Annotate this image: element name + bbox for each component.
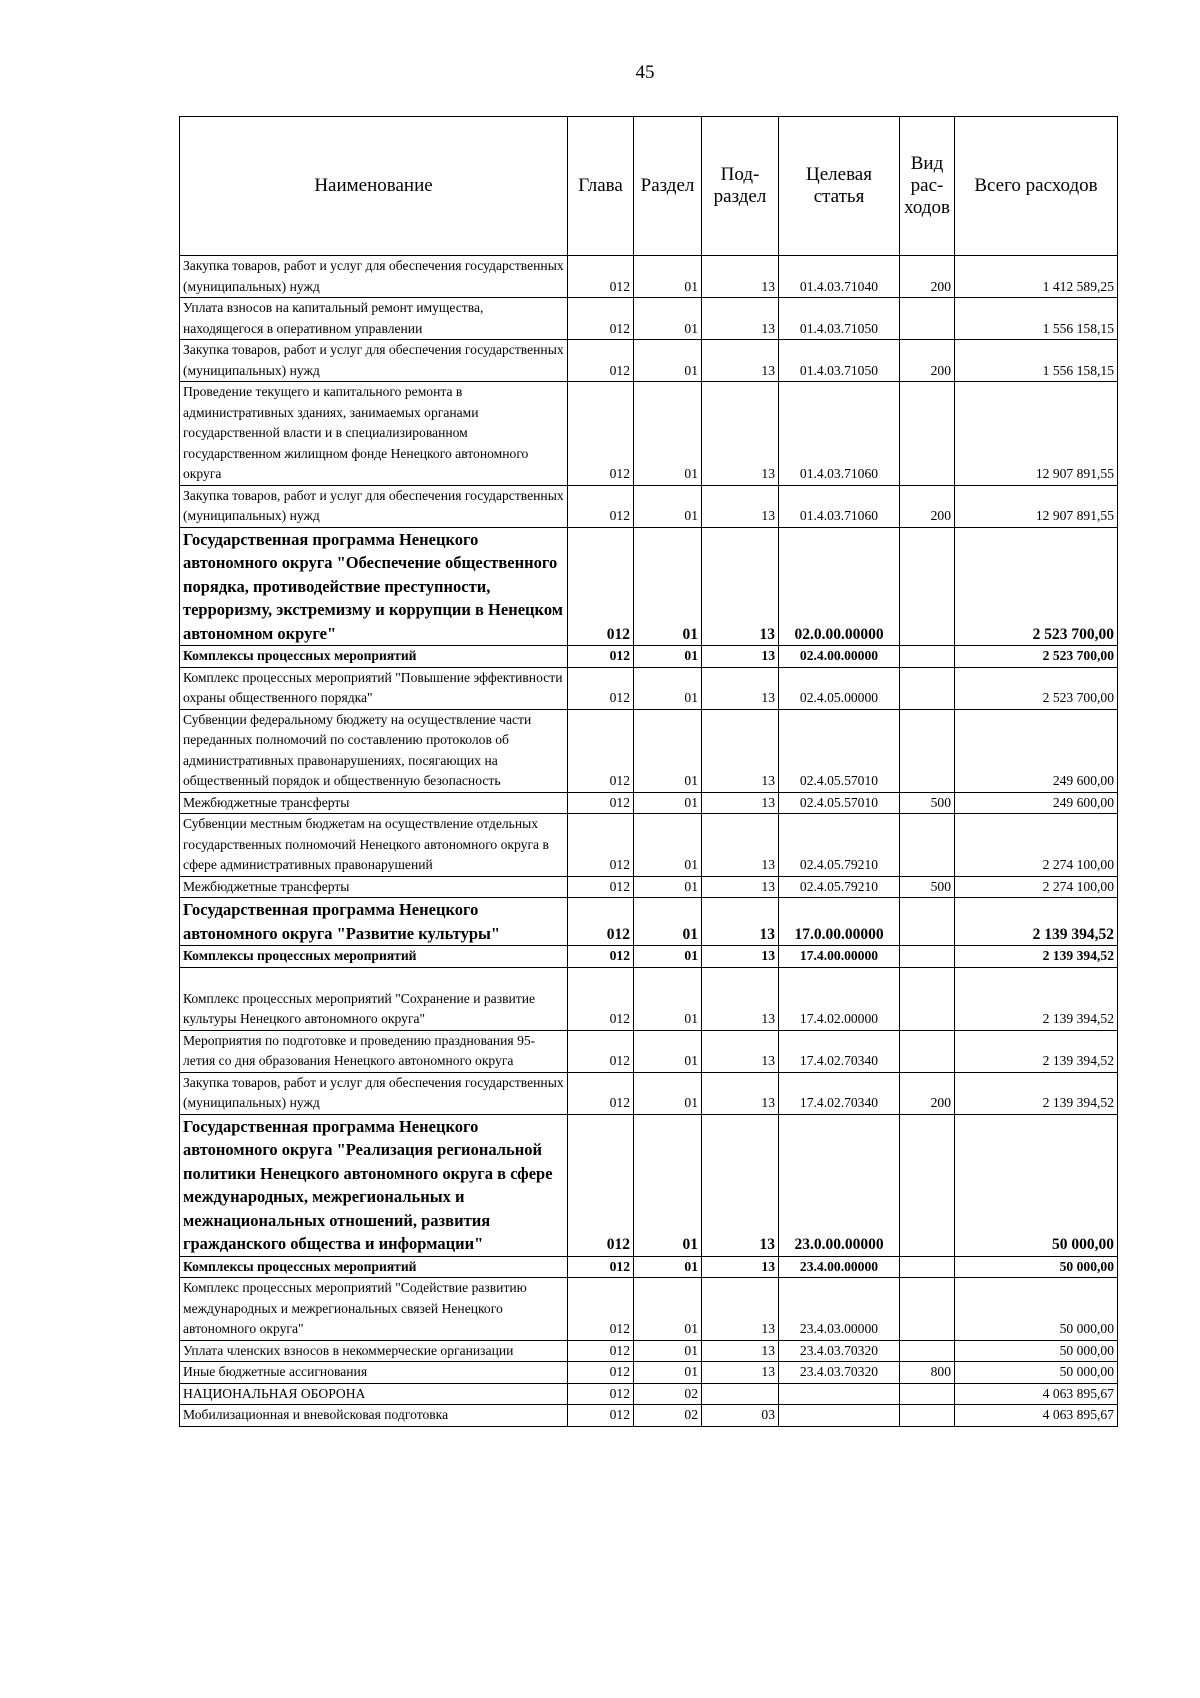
row-total: 2 139 394,52 bbox=[955, 967, 1118, 1030]
row-chapter: 012 bbox=[568, 1278, 634, 1341]
row-target: 01.4.03.71060 bbox=[779, 485, 900, 527]
header-row bbox=[180, 117, 1118, 256]
row-type: 500 bbox=[900, 792, 955, 814]
row-chapter: 012 bbox=[568, 1114, 634, 1256]
row-chapter: 012 bbox=[568, 814, 634, 877]
row-type bbox=[900, 382, 955, 486]
page-number: 45 bbox=[635, 62, 655, 83]
row-subsection: 13 bbox=[702, 709, 779, 792]
table-row-program bbox=[180, 898, 1118, 946]
row-total: 2 523 700,00 bbox=[955, 527, 1118, 646]
row-target: 01.4.03.71040 bbox=[779, 256, 900, 298]
row-section: 01 bbox=[634, 298, 702, 340]
header-subsection: Под-раздел bbox=[702, 117, 779, 256]
table-row-complex bbox=[180, 646, 1118, 668]
row-section: 01 bbox=[634, 340, 702, 382]
row-chapter: 012 bbox=[568, 898, 634, 946]
table-row bbox=[180, 1278, 1118, 1341]
row-type: 200 bbox=[900, 340, 955, 382]
row-name: Субвенции федеральному бюджету на осуществление части переданных полномочий по составлению протоколов об административных правонарушениях, посягающих на общественный порядок и общественную безопасность bbox=[180, 709, 568, 792]
row-chapter: 012 bbox=[568, 1072, 634, 1114]
row-chapter: 012 bbox=[568, 1256, 634, 1278]
row-section: 01 bbox=[634, 946, 702, 968]
row-total: 50 000,00 bbox=[955, 1362, 1118, 1384]
row-total: 50 000,00 bbox=[955, 1256, 1118, 1278]
row-name: Комплексы процессных мероприятий bbox=[180, 646, 568, 668]
row-name: Мероприятия по подготовке и проведению празднования 95-летия со дня образования Ненецкого автономного округа bbox=[180, 1030, 568, 1072]
row-section: 02 bbox=[634, 1383, 702, 1405]
row-section: 01 bbox=[634, 876, 702, 898]
row-section: 01 bbox=[634, 1340, 702, 1362]
row-target: 17.0.00.00000 bbox=[779, 898, 900, 946]
row-subsection: 13 bbox=[702, 646, 779, 668]
row-section: 01 bbox=[634, 814, 702, 877]
row-name: Закупка товаров, работ и услуг для обеспечения государственных (муниципальных) нужд bbox=[180, 256, 568, 298]
row-subsection: 13 bbox=[702, 814, 779, 877]
row-chapter: 012 bbox=[568, 340, 634, 382]
row-type bbox=[900, 298, 955, 340]
table-row bbox=[180, 876, 1118, 898]
table-row bbox=[180, 340, 1118, 382]
row-section: 01 bbox=[634, 1114, 702, 1256]
row-subsection: 13 bbox=[702, 382, 779, 486]
row-name: Комплексы процессных мероприятий bbox=[180, 946, 568, 968]
row-chapter: 012 bbox=[568, 1340, 634, 1362]
row-subsection: 13 bbox=[702, 898, 779, 946]
row-total: 12 907 891,55 bbox=[955, 485, 1118, 527]
row-chapter: 012 bbox=[568, 876, 634, 898]
row-target bbox=[779, 1383, 900, 1405]
row-total: 50 000,00 bbox=[955, 1278, 1118, 1341]
row-total: 2 139 394,52 bbox=[955, 1072, 1118, 1114]
row-total: 12 907 891,55 bbox=[955, 382, 1118, 486]
row-target: 23.4.03.00000 bbox=[779, 1278, 900, 1341]
row-target: 02.4.05.79210 bbox=[779, 814, 900, 877]
row-name: Комплексы процессных мероприятий bbox=[180, 1256, 568, 1278]
row-target: 01.4.03.71050 bbox=[779, 298, 900, 340]
row-chapter: 012 bbox=[568, 298, 634, 340]
table-row bbox=[180, 1405, 1118, 1427]
row-target: 01.4.03.71060 bbox=[779, 382, 900, 486]
row-type bbox=[900, 1256, 955, 1278]
row-total: 2 139 394,52 bbox=[955, 1030, 1118, 1072]
row-total: 1 556 158,15 bbox=[955, 340, 1118, 382]
row-total: 2 139 394,52 bbox=[955, 946, 1118, 968]
row-subsection: 13 bbox=[702, 340, 779, 382]
row-target: 01.4.03.71050 bbox=[779, 340, 900, 382]
row-total: 2 274 100,00 bbox=[955, 876, 1118, 898]
row-chapter: 012 bbox=[568, 709, 634, 792]
row-name: Закупка товаров, работ и услуг для обеспечения государственных (муниципальных) нужд bbox=[180, 340, 568, 382]
table-row bbox=[180, 485, 1118, 527]
row-section: 01 bbox=[634, 967, 702, 1030]
table-row bbox=[180, 298, 1118, 340]
row-name: Мобилизационная и вневойсковая подготовка bbox=[180, 1405, 568, 1427]
row-subsection: 13 bbox=[702, 256, 779, 298]
row-section: 01 bbox=[634, 527, 702, 646]
row-chapter: 012 bbox=[568, 667, 634, 709]
row-subsection bbox=[702, 1383, 779, 1405]
row-type: 200 bbox=[900, 1072, 955, 1114]
row-chapter: 012 bbox=[568, 646, 634, 668]
row-target: 02.4.05.57010 bbox=[779, 709, 900, 792]
row-name: Субвенции местным бюджетам на осуществление отдельных государственных полномочий Ненецкого автономного округа в сфере административных правонарушений bbox=[180, 814, 568, 877]
row-section: 01 bbox=[634, 646, 702, 668]
row-subsection: 13 bbox=[702, 1030, 779, 1072]
row-target: 02.4.05.57010 bbox=[779, 792, 900, 814]
row-target bbox=[779, 1405, 900, 1427]
row-section: 01 bbox=[634, 1362, 702, 1384]
row-name: Комплекс процессных мероприятий "Содействие развитию международных и межрегиональных связей Ненецкого автономного округа" bbox=[180, 1278, 568, 1341]
row-name: Уплата членских взносов в некоммерческие организации bbox=[180, 1340, 568, 1362]
row-total: 249 600,00 bbox=[955, 792, 1118, 814]
row-target: 17.4.02.70340 bbox=[779, 1030, 900, 1072]
header-section: Раздел bbox=[634, 117, 702, 256]
table-row bbox=[180, 667, 1118, 709]
row-type: 200 bbox=[900, 256, 955, 298]
row-total: 2 523 700,00 bbox=[955, 667, 1118, 709]
row-total: 2 523 700,00 bbox=[955, 646, 1118, 668]
row-subsection: 13 bbox=[702, 792, 779, 814]
row-total: 1 412 589,25 bbox=[955, 256, 1118, 298]
row-name: Иные бюджетные ассигнования bbox=[180, 1362, 568, 1384]
row-name: Государственная программа Ненецкого автономного округа "Развитие культуры" bbox=[180, 898, 568, 946]
row-type bbox=[900, 1030, 955, 1072]
row-name: Уплата взносов на капитальный ремонт имущества, находящегося в оперативном управлении bbox=[180, 298, 568, 340]
row-chapter: 012 bbox=[568, 256, 634, 298]
row-target: 17.4.02.70340 bbox=[779, 1072, 900, 1114]
table-row-complex bbox=[180, 946, 1118, 968]
row-type bbox=[900, 1383, 955, 1405]
row-subsection: 13 bbox=[702, 946, 779, 968]
row-chapter: 012 bbox=[568, 527, 634, 646]
row-subsection: 03 bbox=[702, 1405, 779, 1427]
table-row bbox=[180, 1362, 1118, 1384]
row-target: 23.0.00.00000 bbox=[779, 1114, 900, 1256]
row-section: 01 bbox=[634, 667, 702, 709]
row-type bbox=[900, 527, 955, 646]
row-subsection: 13 bbox=[702, 876, 779, 898]
table-row bbox=[180, 1383, 1118, 1405]
row-target: 23.4.00.00000 bbox=[779, 1256, 900, 1278]
row-subsection: 13 bbox=[702, 1072, 779, 1114]
table-row-program bbox=[180, 527, 1118, 646]
table-row bbox=[180, 814, 1118, 877]
row-target: 02.0.00.00000 bbox=[779, 527, 900, 646]
row-chapter: 012 bbox=[568, 485, 634, 527]
row-type bbox=[900, 1114, 955, 1256]
table-row bbox=[180, 967, 1118, 1030]
row-type bbox=[900, 667, 955, 709]
row-total: 1 556 158,15 bbox=[955, 298, 1118, 340]
row-type bbox=[900, 1405, 955, 1427]
row-target: 23.4.03.70320 bbox=[779, 1362, 900, 1384]
row-name: Закупка товаров, работ и услуг для обеспечения государственных (муниципальных) нужд bbox=[180, 485, 568, 527]
row-total: 2 274 100,00 bbox=[955, 814, 1118, 877]
row-chapter: 012 bbox=[568, 1405, 634, 1427]
row-section: 01 bbox=[634, 485, 702, 527]
row-target: 17.4.02.00000 bbox=[779, 967, 900, 1030]
table-row bbox=[180, 256, 1118, 298]
row-chapter: 012 bbox=[568, 967, 634, 1030]
row-subsection: 13 bbox=[702, 667, 779, 709]
row-subsection: 13 bbox=[702, 298, 779, 340]
row-subsection: 13 bbox=[702, 1278, 779, 1341]
table-row bbox=[180, 1030, 1118, 1072]
row-target: 02.4.05.79210 bbox=[779, 876, 900, 898]
row-target: 23.4.03.70320 bbox=[779, 1340, 900, 1362]
table-row-complex bbox=[180, 1256, 1118, 1278]
row-type bbox=[900, 1278, 955, 1341]
row-name: Комплекс процессных мероприятий "Сохранение и развитие культуры Ненецкого автономного округа" bbox=[180, 967, 568, 1030]
row-section: 02 bbox=[634, 1405, 702, 1427]
budget-table bbox=[179, 116, 1118, 1427]
row-subsection: 13 bbox=[702, 967, 779, 1030]
row-section: 01 bbox=[634, 256, 702, 298]
row-target: 02.4.05.00000 bbox=[779, 667, 900, 709]
row-name: Межбюджетные трансферты bbox=[180, 792, 568, 814]
row-type bbox=[900, 946, 955, 968]
row-section: 01 bbox=[634, 792, 702, 814]
row-chapter: 012 bbox=[568, 792, 634, 814]
header-chapter: Глава bbox=[568, 117, 634, 256]
row-total: 4 063 895,67 bbox=[955, 1383, 1118, 1405]
table-row-program bbox=[180, 1114, 1118, 1256]
table-row bbox=[180, 1072, 1118, 1114]
row-chapter: 012 bbox=[568, 382, 634, 486]
row-section: 01 bbox=[634, 1278, 702, 1341]
row-chapter: 012 bbox=[568, 1383, 634, 1405]
row-type bbox=[900, 646, 955, 668]
row-type: 200 bbox=[900, 485, 955, 527]
header-name: Наименование bbox=[180, 117, 568, 256]
row-name: Межбюджетные трансферты bbox=[180, 876, 568, 898]
row-type: 800 bbox=[900, 1362, 955, 1384]
row-type bbox=[900, 967, 955, 1030]
row-subsection: 13 bbox=[702, 1256, 779, 1278]
row-name: Проведение текущего и капитального ремонта в административных зданиях, занимаемых органами государственной власти и в специализированном государственном жилищном фонде Ненецкого автономного округа bbox=[180, 382, 568, 486]
row-subsection: 13 bbox=[702, 1340, 779, 1362]
row-total: 50 000,00 bbox=[955, 1340, 1118, 1362]
row-type bbox=[900, 898, 955, 946]
row-section: 01 bbox=[634, 1256, 702, 1278]
table-row bbox=[180, 792, 1118, 814]
row-total: 249 600,00 bbox=[955, 709, 1118, 792]
row-chapter: 012 bbox=[568, 1030, 634, 1072]
table-row bbox=[180, 709, 1118, 792]
table-row bbox=[180, 1340, 1118, 1362]
header-type: Вид рас-ходов bbox=[900, 117, 955, 256]
header-target: Целевая статья bbox=[779, 117, 900, 256]
row-type bbox=[900, 709, 955, 792]
row-section: 01 bbox=[634, 382, 702, 486]
row-section: 01 bbox=[634, 709, 702, 792]
table-row bbox=[180, 382, 1118, 486]
row-chapter: 012 bbox=[568, 1362, 634, 1384]
row-section: 01 bbox=[634, 1072, 702, 1114]
row-chapter: 012 bbox=[568, 946, 634, 968]
row-subsection: 13 bbox=[702, 1114, 779, 1256]
row-subsection: 13 bbox=[702, 1362, 779, 1384]
row-name: Государственная программа Ненецкого автономного округа "Реализация региональной политики Ненецкого автономного округа в сфере международных, межрегиональных и межнациональных отношений, развития гражданского общества и информации" bbox=[180, 1114, 568, 1256]
row-name: Закупка товаров, работ и услуг для обеспечения государственных (муниципальных) нужд bbox=[180, 1072, 568, 1114]
row-name: НАЦИОНАЛЬНАЯ ОБОРОНА bbox=[180, 1383, 568, 1405]
row-name: Комплекс процессных мероприятий "Повышение эффективности охраны общественного порядка" bbox=[180, 667, 568, 709]
row-type: 500 bbox=[900, 876, 955, 898]
row-subsection: 13 bbox=[702, 485, 779, 527]
row-name: Государственная программа Ненецкого автономного округа "Обеспечение общественного порядка, противодействие преступности, терроризму, экстремизму и коррупции в Ненецком автономном округе" bbox=[180, 527, 568, 646]
row-section: 01 bbox=[634, 898, 702, 946]
header-total: Всего расходов bbox=[955, 117, 1118, 256]
row-type bbox=[900, 1340, 955, 1362]
row-total: 50 000,00 bbox=[955, 1114, 1118, 1256]
row-total: 4 063 895,67 bbox=[955, 1405, 1118, 1427]
row-section: 01 bbox=[634, 1030, 702, 1072]
row-target: 17.4.00.00000 bbox=[779, 946, 900, 968]
row-subsection: 13 bbox=[702, 527, 779, 646]
row-type bbox=[900, 814, 955, 877]
row-total: 2 139 394,52 bbox=[955, 898, 1118, 946]
row-target: 02.4.00.00000 bbox=[779, 646, 900, 668]
